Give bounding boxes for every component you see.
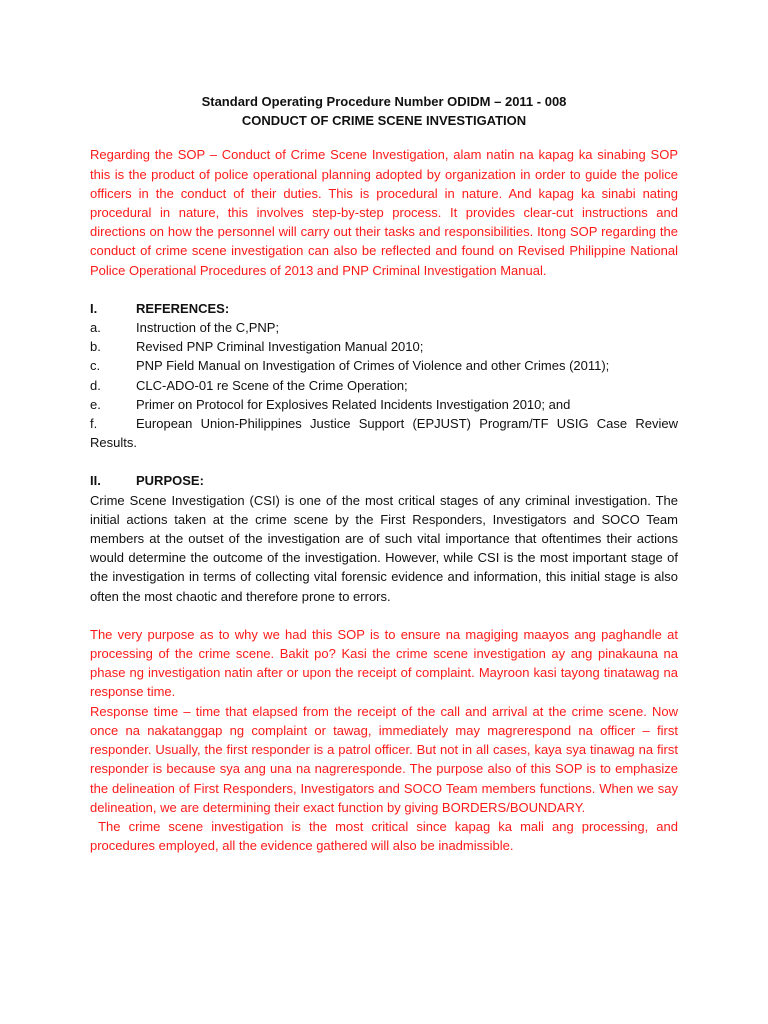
reference-item (90, 395, 678, 414)
reference-letter: b. (90, 339, 101, 355)
spacer (90, 280, 678, 299)
references-heading (90, 299, 678, 318)
spacer (90, 452, 678, 471)
section-number: II. (90, 473, 101, 489)
reference-letter: e. (90, 396, 101, 412)
reference-letter: c. (90, 358, 101, 374)
reference-text: CLC-ADO-01 re Scene of the Crime Operation; (136, 377, 408, 393)
note-paragraph: Response time – time that elapsed from the receipt of the call and arrival at the crime scene. Now once na nakatanggap ng complaint or tawag, immediately may magrerespond na officer – first responder. Usually, the first responder is a patrol officer. But not in all cases, kaya sya tinawag na first responder is because sya ang una na nagreresponde. The purpose also of this SOP is to emphasize the delineation of First Responders, Investigators and SOCO Team members functions. When we say delineation, we are determining their exact function by giving BORDERS/BOUNDARY. (90, 703, 678, 815)
section-number: I. (90, 300, 98, 316)
reference-item (90, 356, 678, 375)
section-title: REFERENCES: (136, 300, 230, 316)
document-subtitle: CONDUCT OF CRIME SCENE INVESTIGATION (241, 113, 527, 129)
document-page (90, 92, 682, 855)
note-paragraph: The crime scene investigation is the most critical since kapag ka mali ang processing, and procedures employed, all the evidence gathered will also be inadmissible. (90, 818, 682, 854)
reference-text: Instruction of the C,PNP; (136, 320, 280, 336)
reference-text: Revised PNP Criminal Investigation Manual 2010; (136, 339, 424, 355)
reference-item (90, 318, 678, 337)
reference-text: European Union-Philippines Justice Support (EPJUST) Program/TF USIG Case Review Results. (90, 416, 678, 451)
reference-letter: d. (90, 377, 101, 393)
purpose-paragraph: Crime Scene Investigation (CSI) is one of the most critical stages of any criminal investigation. The initial actions taken at the crime scene by the First Responders, Investigators and SOCO Team members at the outset of the investigation are of such vital importance that oftentimes their actions would determine the outcome of the investigation. However, while CSI is the most important stage of the investigation in terms of collecting vital forensic evidence and information, this initial stage is also often the most chaotic and therefore prone to errors. (90, 492, 678, 604)
purpose-heading (90, 471, 678, 490)
reference-text: Primer on Protocol for Explosives Related Incidents Investigation 2010; and (136, 396, 571, 412)
section-title: PURPOSE: (136, 473, 204, 489)
reference-letter: a. (90, 320, 101, 336)
reference-text: PNP Field Manual on Investigation of Crimes of Violence and other Crimes (2011); (136, 358, 610, 374)
document-title: Standard Operating Procedure Number ODIDM – 2011 - 008 (201, 94, 567, 109)
reference-item (90, 337, 678, 356)
reference-item (90, 414, 678, 452)
reference-letter: f. (90, 416, 98, 432)
intro-paragraph: Regarding the SOP – Conduct of Crime Scene Investigation, alam natin na kapag ka sinabing SOP this is the product of police operational planning adopted by organization in order to guide the police officers in the conduct of their duties. This is procedural in nature. And kapag ka sinabi nating procedural in nature, this involves step-by-step process. It provides clear-cut instructions and directions on how the personnel will carry out their tasks and responsibilities. Itong SOP regarding the conduct of crime scene investigation can also be reflected and found on Revised Philippine National Police Operational Procedures of 2013 and PNP Criminal Investigation Manual. (90, 147, 678, 278)
spacer (90, 606, 678, 625)
note-paragraph: The very purpose as to why we had this SOP is to ensure na magiging maayos ang paghandle at processing of the crime scene. Bakit po? Kasi the crime scene investigation ay ang pinakauna na phase ng investigation natin after or upon the receipt of complaint. Mayroon kasi tayong tinatawag na response time. (90, 626, 678, 700)
reference-item (90, 376, 678, 395)
